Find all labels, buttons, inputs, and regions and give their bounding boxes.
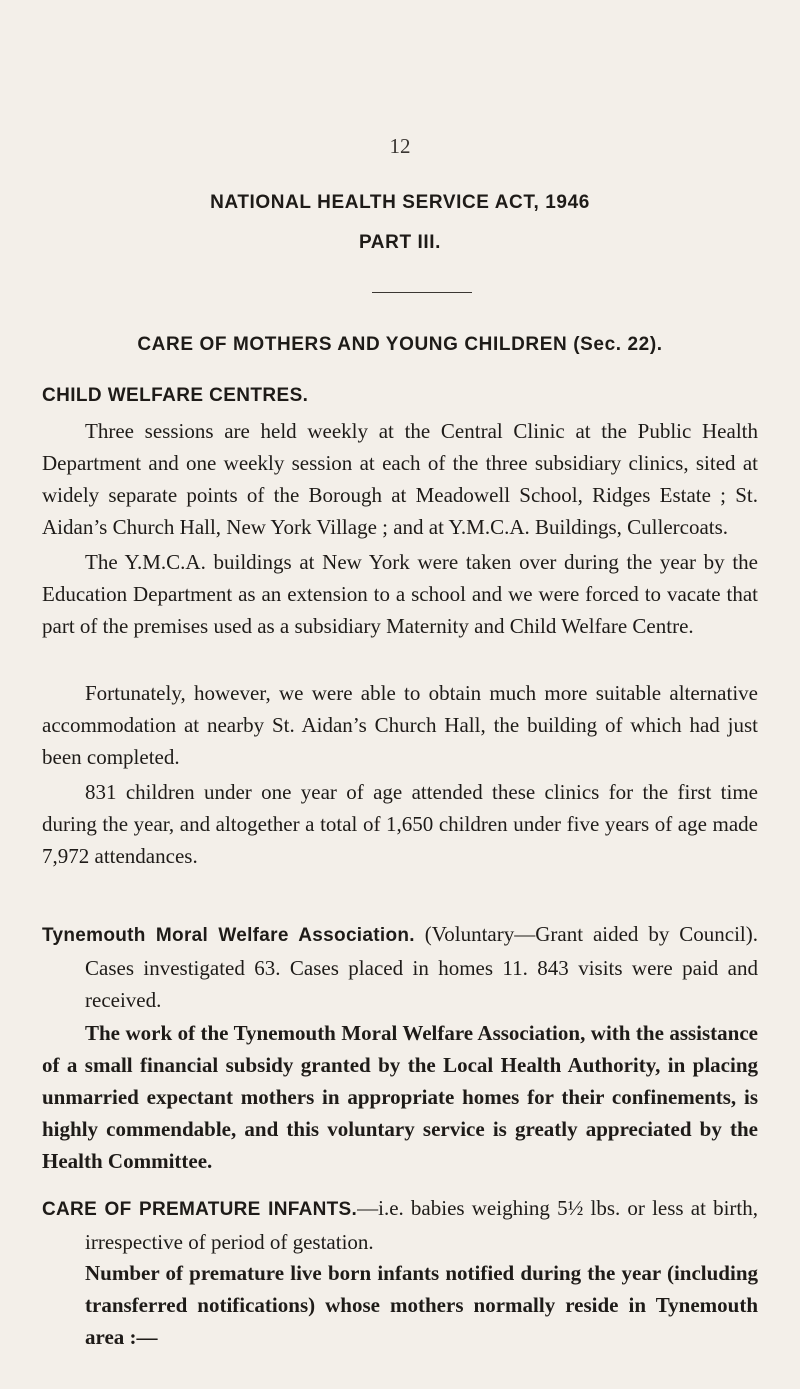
divider (372, 292, 472, 293)
premature-paragraph-2: Number of premature live born infants notified during the year (including transferred notifications) whose mothers normally reside in Tynemouth area :— (85, 1261, 758, 1349)
moral-welfare-paragraph-2: The work of the Tynemouth Moral Welfare Association, with the assistance of a small financial subsidy granted by the Local Health Authority, in placing unmarried expectant mothers in appropriate homes for their confinements, is highly commendable, and this voluntary service is greatly appreciated by the Health Committee. (42, 1021, 758, 1173)
child-welfare-paragraph-4: 831 children under one year of age attended these clinics for the first time during the year, and altogether a total of 1,650 children under five years of age made 7,972 attendances. (42, 780, 758, 868)
child-welfare-paragraph-3: Fortunately, however, we were able to obtain much more suitable alternative accommodation at nearby St. Aidan’s Church Hall, the building of which had just been completed. (42, 681, 758, 769)
premature-heading: CARE OF PREMATURE INFANTS. (42, 1199, 358, 1220)
moral-welfare-heading: Tynemouth Moral Welfare Association. (42, 925, 415, 946)
moral-welfare-paragraph-1 (42, 918, 758, 1016)
premature-definition: —i.e. babies weighing 5½ lbs. or less at birth, irrespective of period of gestation. (85, 1196, 758, 1254)
premature-paragraph-1 (42, 1192, 758, 1258)
child-welfare-paragraph-2: The Y.M.C.A. buildings at New York were taken over during the year by the Education Department as an extension to a school and we were forced to vacate that part of the premises used as a subsidiary Maternity and Child Welfare Centre. (42, 550, 758, 638)
child-welfare-heading: CHILD WELFARE CENTRES. (42, 385, 309, 406)
child-welfare-paragraph-1: Three sessions are held weekly at the Central Clinic at the Public Health Department and one weekly session at each of the three subsidiary clinics, sited at widely separate points of the Borough at Meadowell School, Ridges Estate ; St. Aidan’s Church Hall, New York Village ; and at Y.M.C.A. Buildings, Cullercoats. (42, 419, 758, 539)
act-title: NATIONAL HEALTH SERVICE ACT, 1946 (210, 192, 590, 213)
page-number: 12 (389, 134, 411, 158)
moral-welfare-summary: (Voluntary—Grant aided by Council). Cases investigated 63. Cases placed in homes 11. 843 visits were paid and received. (85, 922, 759, 1012)
part-heading: PART III. (358, 232, 442, 253)
section-title: CARE OF MOTHERS AND YOUNG CHILDREN (Sec. 22). (137, 334, 663, 355)
